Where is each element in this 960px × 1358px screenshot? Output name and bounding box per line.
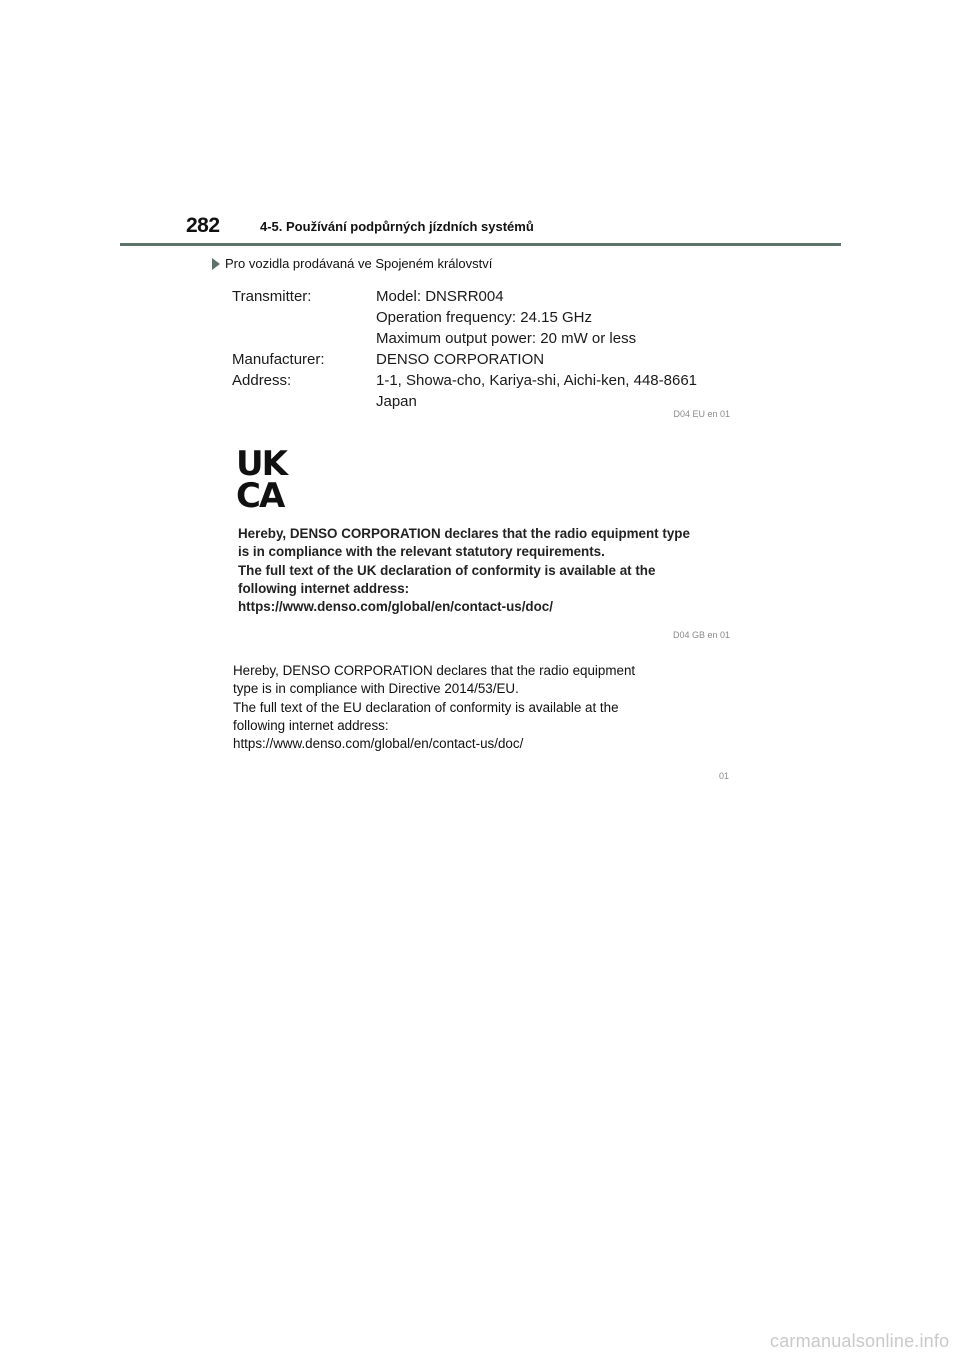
transmitter-spec [232, 286, 697, 412]
spec-values [376, 349, 544, 370]
declaration-line: following internet address: [233, 717, 389, 733]
declaration-line: following internet address: [238, 580, 410, 596]
declaration-url: https://www.denso.com/global/en/contact-us/doc/ [233, 736, 524, 752]
spec-values [376, 286, 636, 349]
ukca-mark-uk: UK [236, 444, 286, 484]
spec-row [232, 286, 697, 349]
header-rule [120, 243, 841, 246]
declaration-line: The full text of the UK declaration of conformity is available at the [238, 562, 656, 578]
spec-code: D04 EU en 01 [673, 409, 730, 419]
declaration-line: is in compliance with the relevant statutory requirements. [238, 544, 605, 560]
eu-declaration [233, 662, 733, 753]
spec-value: DENSO CORPORATION [376, 351, 545, 368]
spec-values [376, 370, 697, 412]
spec-value: Operation frequency: 24.15 GHz [376, 309, 592, 326]
eu-code: 01 [719, 771, 730, 781]
spec-row [232, 370, 697, 412]
subheading [212, 256, 492, 271]
spec-value: Maximum output power: 20 mW or less [376, 330, 637, 347]
ukca-mark-ca: CA [236, 476, 284, 516]
declaration-line: type is in compliance with Directive 2014/53/EU. [233, 681, 519, 697]
spec-label: Manufacturer: [232, 351, 325, 368]
spec-label: Address: [232, 372, 292, 389]
watermark: carmanualsonline.info [770, 1331, 950, 1351]
section-title: 4-5. Používání podpůrných jízdních systémů [260, 219, 534, 234]
arrow-icon [212, 258, 220, 270]
declaration-line: The full text of the EU declaration of conformity is available at the [233, 699, 619, 715]
ukca-code: D04 GB en 01 [672, 630, 730, 640]
spec-label: Transmitter: [232, 288, 312, 305]
page-number: 282 [186, 214, 220, 237]
declaration-line: Hereby, DENSO CORPORATION declares that the radio equipment [233, 663, 636, 678]
spec-value: 1-1, Showa-cho, Kariya-shi, Aichi-ken, 448-8661 [376, 372, 698, 389]
spec-row [232, 349, 697, 370]
ukca-mark [236, 444, 286, 516]
declaration-url: https://www.denso.com/global/en/contact-us/doc/ [238, 599, 553, 615]
subheading-text: Pro vozidla prodávaná ve Spojeném království [225, 256, 493, 271]
declaration-line: Hereby, DENSO CORPORATION declares that the radio equipment type [238, 526, 690, 541]
spec-value: Japan [376, 393, 417, 410]
spec-value: Model: DNSRR004 [376, 288, 504, 305]
uk-declaration [238, 525, 738, 616]
